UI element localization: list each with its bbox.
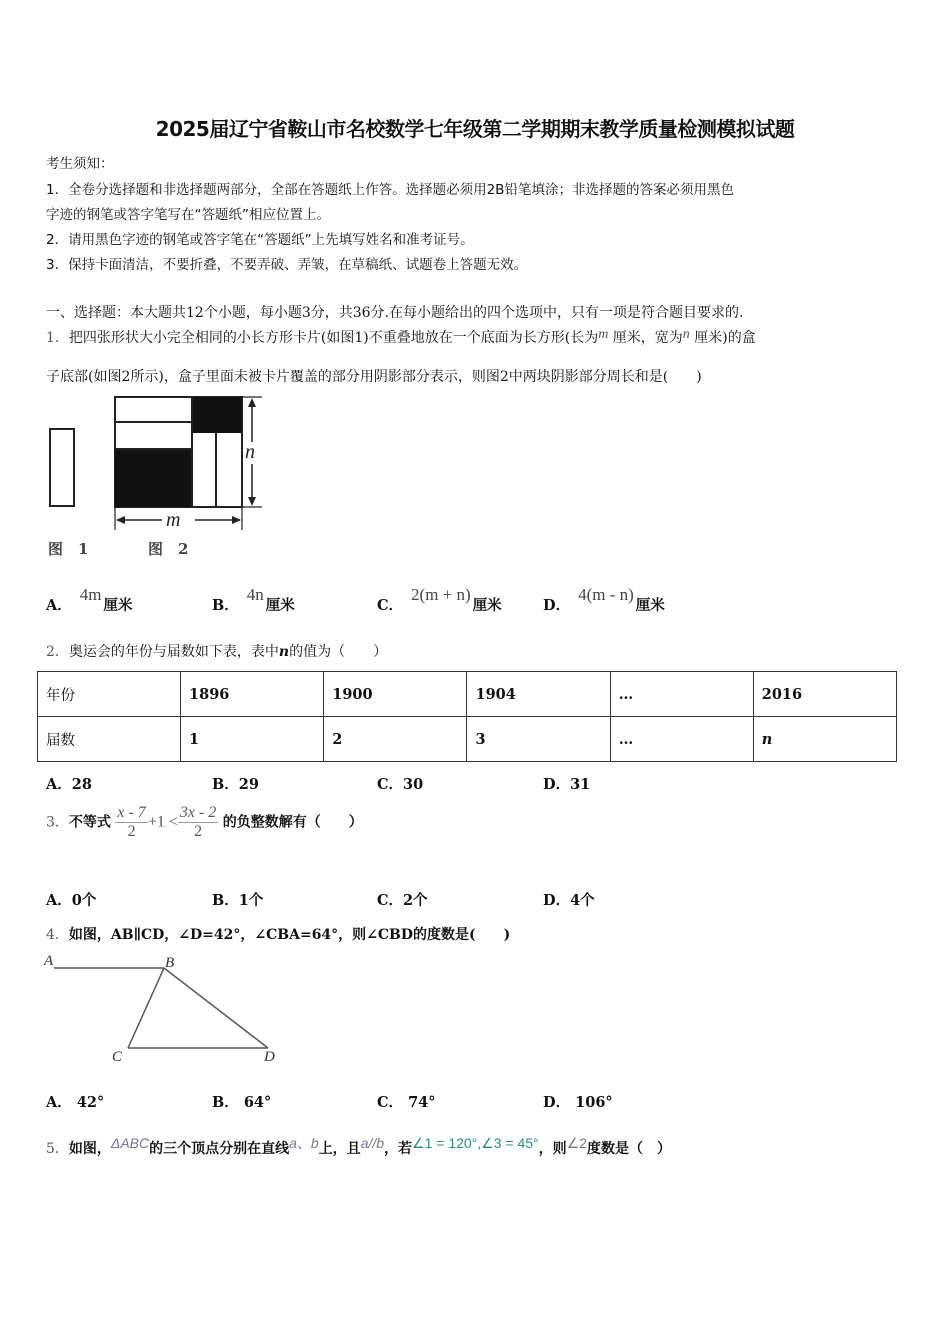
question-text: 不等式 — [68, 814, 111, 831]
var-m: m — [598, 327, 609, 342]
question-4-figure — [40, 948, 300, 1068]
option-d[interactable] — [543, 585, 665, 615]
option-expression: 4n — [246, 585, 264, 604]
option-unit: 厘米 — [103, 597, 133, 614]
option-b[interactable] — [212, 889, 263, 910]
option-letter: C． — [377, 776, 404, 793]
shaded-region-large — [115, 449, 192, 507]
option-expression: 4(m - n) — [578, 585, 634, 604]
option-letter: B． — [212, 1094, 239, 1111]
table-cell: 3 — [467, 717, 610, 762]
option-letter: B． — [212, 776, 239, 793]
option-letter: C． — [377, 597, 404, 614]
denominator: 2 — [194, 823, 203, 840]
option-value: 30 — [403, 776, 424, 793]
table-cell: 年份 — [38, 672, 181, 717]
inequality-operator: +1 < — [147, 813, 178, 831]
question-number: 2． — [46, 644, 69, 660]
question-1-line-2: 子底部(如图2所示)，盒子里面未被卡片覆盖的部分用阴影部分表示，则图2中两块阴影部分周长和是( ) — [46, 369, 702, 385]
numerator: x - 7 — [117, 804, 146, 821]
var-n: n — [278, 644, 290, 660]
question-text: 如图，AB∥CD，∠D=42°，∠CBA=64°，则∠CBD的度数是( ) — [68, 927, 511, 943]
option-c[interactable] — [377, 585, 502, 615]
option-letter: A． — [46, 597, 72, 614]
section-heading: 一、选择题：本大题共12个小题，每小题3分，共36分.在每小题给出的四个选项中，只有一项是符合题目要求的. — [46, 305, 744, 321]
notice-item-1: 1．全卷分选择题和非选择题两部分，全部在答题纸上作答。选择题必须用2B铅笔填涂；非选择题的答案必须用黑色 — [46, 182, 734, 198]
option-a[interactable] — [46, 889, 96, 910]
card-rectangle — [50, 429, 74, 506]
option-a[interactable] — [46, 585, 133, 615]
var-n: n — [682, 327, 690, 342]
question-text: 厘米，宽为 — [612, 330, 683, 346]
question-text: 如图， — [68, 1141, 111, 1157]
option-c[interactable] — [377, 1091, 436, 1112]
option-value: 42° — [76, 1094, 105, 1111]
table-cell: 1 — [181, 717, 324, 762]
option-unit: 厘米 — [635, 597, 665, 614]
notice-item-1-cont: 字迹的钢笔或答字笔写在“答题纸”相应位置上。 — [46, 207, 330, 223]
point-a-label: A — [44, 953, 54, 969]
point-c-label: C — [112, 1049, 123, 1065]
table-cell: 2 — [324, 717, 467, 762]
figure-2-label: 图 2 — [148, 540, 189, 558]
question-text: 的三个顶点分别在直线 — [149, 1141, 290, 1157]
table-row — [38, 717, 897, 762]
triangle-abc: ΔABC — [110, 1135, 150, 1151]
table-cell: n — [753, 717, 896, 762]
parallel-a-b: a//b — [360, 1135, 385, 1151]
angle-2: ∠2 — [566, 1135, 587, 1151]
option-b[interactable] — [212, 1091, 271, 1112]
question-text: ，若 — [384, 1141, 413, 1157]
option-unit: 厘米 — [265, 597, 295, 614]
table-cell: … — [610, 672, 753, 717]
option-c[interactable] — [377, 773, 423, 794]
question-2-text — [46, 641, 387, 661]
question-text: 上，且 — [318, 1141, 361, 1157]
option-letter: A． — [46, 892, 72, 909]
option-letter: C． — [377, 892, 404, 909]
option-letter: A． — [46, 1094, 72, 1111]
option-d[interactable] — [543, 1091, 613, 1112]
page-title: 2025届辽宁省鞍山市名校数学七年级第二学期期末教学质量检测模拟试题 — [155, 117, 795, 141]
option-value: 31 — [570, 776, 591, 793]
option-letter: D． — [543, 776, 571, 793]
option-a[interactable] — [46, 1091, 104, 1112]
question-1-figure — [40, 392, 280, 562]
question-text: 的负整数解有（ ） — [222, 814, 363, 831]
option-value: 64° — [243, 1094, 272, 1111]
option-letter: C． — [377, 1094, 404, 1111]
option-letter: D． — [543, 1094, 571, 1111]
question-3-text — [46, 804, 363, 841]
point-b-label: B — [165, 955, 175, 971]
question-4-text — [46, 924, 510, 944]
question-number: 3． — [46, 814, 69, 831]
question-number: 5． — [46, 1141, 69, 1157]
lines-a-b: a、b — [289, 1135, 319, 1151]
option-value: 1个 — [238, 892, 264, 909]
question-text: 度数是（ ） — [587, 1141, 671, 1157]
option-letter: B． — [212, 597, 239, 614]
table-row — [38, 672, 897, 717]
option-value: 4个 — [570, 892, 595, 909]
option-d[interactable] — [543, 889, 595, 910]
notice-item-2: 2．请用黑色字迹的钢笔或答字笔在“答题纸”上先填写姓名和准考证号。 — [46, 232, 474, 248]
question-text: 奥运会的年份与届数如下表，表中 — [68, 644, 279, 660]
option-d[interactable] — [543, 773, 590, 794]
option-value: 74° — [408, 1094, 436, 1111]
option-value: 106° — [575, 1094, 613, 1111]
question-text: ，则 — [538, 1141, 567, 1157]
dim-m-label: m — [166, 509, 181, 531]
question-number: 1． — [46, 330, 69, 346]
question-text: 把四张形状大小完全相同的小长方形卡片(如图1)不重叠地放在一个底面为长方形(长为 — [68, 330, 599, 346]
table-cell: … — [610, 717, 753, 762]
question-text: 的值为（ ） — [289, 644, 388, 660]
option-letter: A． — [46, 776, 72, 793]
fraction-2 — [178, 804, 218, 841]
option-a[interactable] — [46, 773, 92, 794]
table-cell: 届数 — [38, 717, 181, 762]
numerator: 3x - 2 — [179, 804, 217, 821]
question-number: 4． — [46, 927, 69, 943]
question-5-text — [46, 1135, 671, 1158]
option-unit: 厘米 — [472, 597, 502, 614]
table-cell: 1896 — [181, 672, 324, 717]
point-d-label: D — [264, 1049, 275, 1065]
option-c[interactable] — [377, 889, 428, 910]
table-cell: 1904 — [467, 672, 610, 717]
option-expression: 4m — [79, 585, 102, 604]
option-value: 28 — [71, 776, 92, 793]
option-letter: B． — [212, 892, 239, 909]
notice-heading: 考生须知： — [46, 156, 114, 172]
option-letter: D． — [543, 597, 571, 614]
notice-item-3: 3．保持卡面清洁，不要折叠，不要弄破、弄皱，在草稿纸、试题卷上答题无效。 — [46, 257, 528, 273]
olympics-table — [37, 671, 897, 762]
fraction-1 — [115, 804, 147, 841]
angle-values: ∠1 = 120°,∠3 = 45° — [412, 1135, 539, 1151]
table-cell: 2016 — [753, 672, 896, 717]
figure-1-label: 图 1 — [48, 540, 89, 558]
table-cell: 1900 — [324, 672, 467, 717]
dim-n-label: n — [245, 441, 255, 463]
question-text: 厘米)的盒 — [694, 330, 756, 346]
option-b[interactable] — [212, 773, 259, 794]
option-value: 0个 — [71, 892, 97, 909]
option-letter: D． — [543, 892, 571, 909]
option-value: 29 — [238, 776, 259, 793]
shaded-region-small — [192, 397, 242, 433]
denominator: 2 — [127, 823, 136, 840]
option-value: 2个 — [403, 892, 428, 909]
option-b[interactable] — [212, 585, 295, 615]
question-1-line-1 — [46, 327, 756, 347]
option-expression: 2(m + n) — [411, 585, 471, 604]
